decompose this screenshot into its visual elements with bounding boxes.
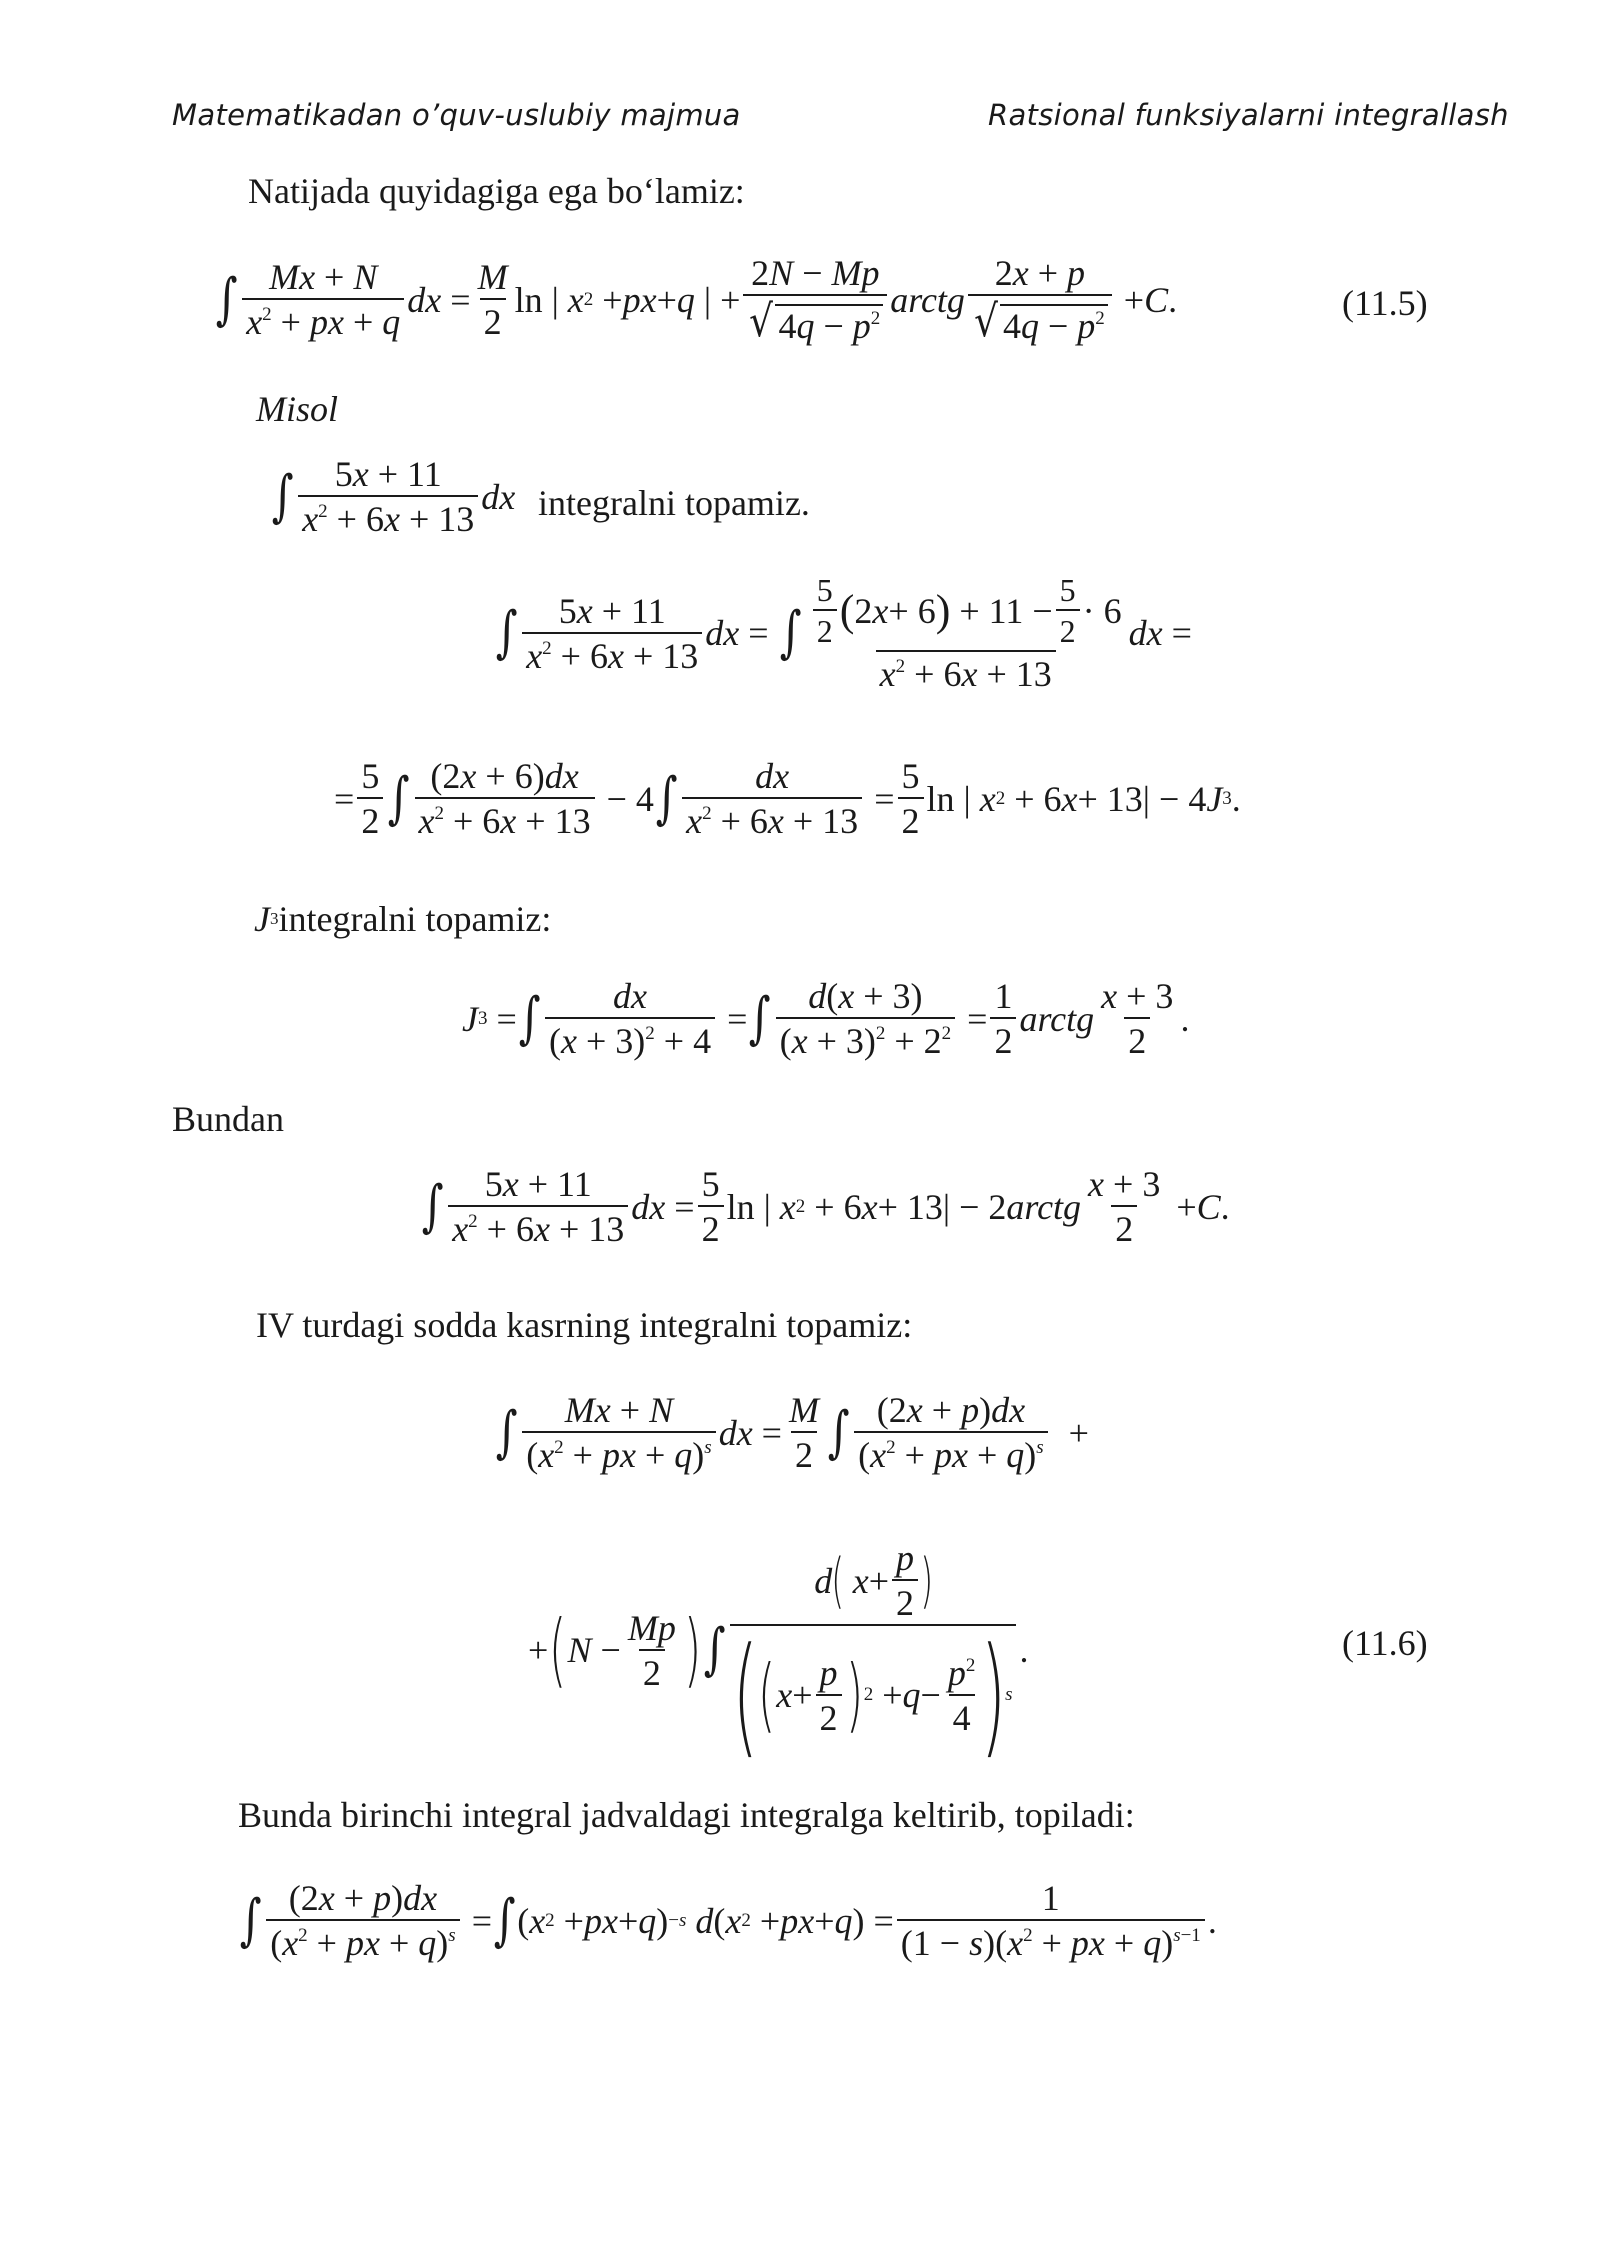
example-integral: ∫ $\frac{5x + 11}{x^2 + 6x + 13}$ dx (271, 454, 516, 539)
formula-11-6-part-2: + ( N − $\frac{Mp}{2}$ ) ∫ d ( x + $\frac{p}{2}$ ) ( ( x + $\frac{p}{2}$ ) 2 + q − $\frac{p^2}{4}$ ) s . (528, 1538, 1029, 1771)
equation-number-11-5: (11.5) (1342, 283, 1428, 323)
decomposition-line-2: = $\frac{5}{2}$ ∫ $\frac{(2x + 6)dx}{x^2 + 6x + 13}$ − 4 ∫ $\frac{dx}{x^2 + 6x + 13}$ = $\frac{5}{2}$ ln | x 2 + 6 x + 13| − 4 J 3 . (334, 756, 1241, 841)
header-left: Matematikadan o’quv-uslubiy majmua (172, 98, 741, 132)
bunda-text: Bunda birinchi integral jadvaldagi integralga keltirib, topiladi: (238, 1795, 1135, 1835)
equation-number-11-6: (11.6) (1342, 1623, 1428, 1663)
intro-text: Natijada quyidagiga ega bo‘lamiz: (248, 171, 745, 211)
formula-11-5: ∫ $\frac{Mx + N}{x^2 + px + q}$ dx = $\frac{M}{2}$ ln | x 2 + px + q | + 2N − Mp √ $4q - p^2$ arctg 2x + p √ $4q - p^2$ + C . (215, 253, 1178, 347)
bundan-text: Bundan (172, 1099, 284, 1139)
j3-formula: J 3 = ∫ $\frac{dx}{(x + 3)^2 + 4}$ = ∫ $\frac{d(x + 3)}{(x + 3)^2 + 2^2}$ = $\frac{1}{2}$ arctg $\frac{x + 3}{2}$ . (462, 976, 1190, 1061)
formula-11-6-part-1: ∫ $\frac{Mx + N}{(x^2 + px + q)^s}$ dx = $\frac{M}{2}$ ∫ $\frac{(2x + p)dx}{(x^2 + px + q)^s}$ + (495, 1390, 1089, 1475)
misol-label: Misol (256, 389, 339, 429)
iv-turdagi-text: IV turdagi sodda kasrning integralni topamiz: (256, 1305, 913, 1345)
integralni-topamiz-text: integralni topamiz. (538, 483, 810, 523)
j3-intro-text: integralni topamiz: (278, 899, 552, 939)
j3-intro: J 3 integralni topamiz: (254, 899, 552, 939)
header-right: Ratsional funksiyalarni integrallash (988, 98, 1509, 132)
result-formula: ∫ $\frac{5x + 11}{x^2 + 6x + 13}$ dx = $\frac{5}{2}$ ln | x 2 + 6 x + 13| − 2 arctg $\frac{x + 3}{2}$ + C . (421, 1164, 1230, 1249)
decomposition-line-1: ∫ $\frac{5x + 11}{x^2 + 6x + 13}$ dx = ∫ $\frac{5}{2}$ ( 2 x + 6 ) + 11 − $\frac{5}{2}$ · 6 $x^2 + 6x + 13$ dx = (495, 572, 1192, 694)
final-formula: ∫ $\frac{(2x + p)dx}{(x^2 + px + q)^s}$ = ∫ ( x 2 + px + q ) −s d ( x 2 + px + q ) = $\frac{1}{(1 - s)(x^2 + px + q)^{s-1}}$ . (239, 1878, 1217, 1963)
